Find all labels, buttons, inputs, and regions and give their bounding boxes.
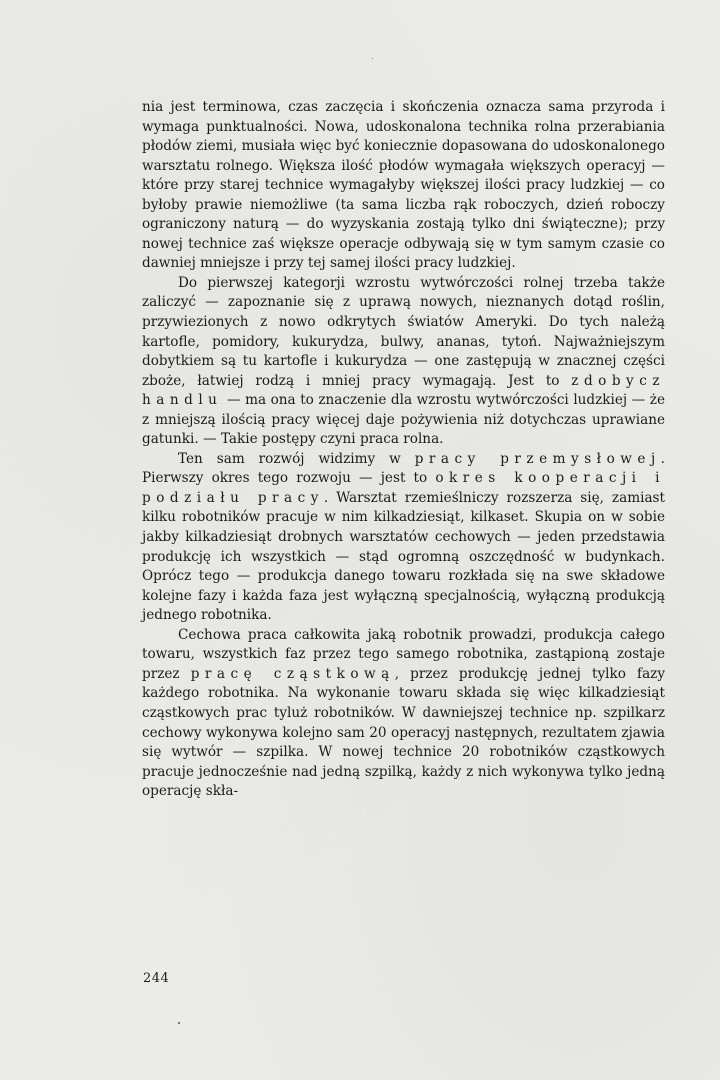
paragraph-2 <box>142 274 665 450</box>
body-text <box>142 98 665 802</box>
paragraph-4-text-a: Cechowa praca całkowita jaką robotnik prowadzi, produkcja całego towaru, wszystkich faz przez tego samego robotnika, zastąpioną zostaje przez <box>142 626 665 682</box>
emphasis-okres-kooperacji: okres kooperacji i podziału pracy <box>142 470 665 506</box>
paragraph-1-text: nia jest terminowa, czas zaczęcia i skończenia oznacza sama przyroda i wymaga punktualności. Nowa, udoskonalona technika rolna przerabiania płodów ziemi, musiała więc być koniecznie dopasowana do udoskonalonego warsztatu rolnego. Większa ilość płodów wymagała większych operacyj — które przy starej technice wymagałyby większej ilości pracy ludzkiej — co byłoby prawie niemożliwe (ta sama liczba rąk roboczych, dzień roboczy ograniczony naturą — do wyzyskania zostają tylko dni świąteczne); przy nowej technice zaś większe operacje odbywają się w tym samym czasie co dawniej mniejsze i przy tej samej ilości pracy ludzkiej. <box>142 99 665 272</box>
emphasis-pracy-przemyslowej: pracy przemysłowej <box>414 450 661 467</box>
paragraph-3-text-b: . Pierwszy okres tego rozwoju — jest to <box>142 450 665 487</box>
paragraph-4-text-b: , przez produkcję jednej tylko fazy każdego robotnika. Na wykonanie towaru składa się więc kilkadziesiąt cząstkowych prac tyluż robotników. W dawniejszej technice np. szpilkarz cechowy wykonywa kolejno sam 20 operacyj następnych, rezultatem zjawia się wytwór — szpilka. W nowej technice 20 robotników cząstkowych pracuje jednocześnie nad jedną szpilką, każdy z nich wykonywa tylko jedną operację skła- <box>142 665 666 800</box>
print-speck <box>372 58 373 59</box>
emphasis-zdobycz-handlu: zdobycz handlu <box>142 372 665 409</box>
paragraph-3 <box>142 450 665 626</box>
paragraph-1 <box>142 98 665 274</box>
paragraph-3-text-c: . Warsztat rzemieślniczy rozszerza się, zamiast kilku robotników pracuje w nim kilkadziesiąt, kilkaset. Skupia on w sobie jakby kilkadziesiąt drobnych warsztatów cechowych — jeden przedstawia produkcję ich wszystkich — stąd ogromną oszczędność w budynkach. Oprócz tego — produkcja danego towaru rozkłada się na swe składowe kolejne fazy i każda faza jest wyłączną specjalnością, wyłączną produkcją jednego robotnika. <box>142 489 665 624</box>
paragraph-4 <box>142 626 665 802</box>
paragraph-2-text-a: Do pierwszej kategorji wzrostu wytwórczości rolnej trzeba także zaliczyć — zapoznanie się z uprawą nowych, nieznanych dotąd roślin, przywiezionych z nowo odkrytych światów Ameryki. Do tych należą kartofle, pomidory, kukurydza, bulwy, ananas, tytoń. Najważniejszym dobytkiem są tu kartofle i kukurydza — one zastępują w znacznej części zboże, łatwiej rodzą i mniej pracy wymagają. Jest to <box>142 274 665 389</box>
paragraph-2-text-b: — ma ona to znaczenie dla wzrostu wytwórczości ludzkiej — że z mniejszą ilością pracy więcej daje pożywienia niż dotychczas uprawiane gatunki. — Takie postępy czyni praca rolna. <box>142 392 665 448</box>
paragraph-3-text-a: Ten sam rozwój widzimy w <box>178 450 415 467</box>
page-number: 244 <box>143 971 170 986</box>
print-speck <box>178 1022 180 1024</box>
emphasis-prace-czastkowa: pracę cząstkową <box>190 665 395 682</box>
